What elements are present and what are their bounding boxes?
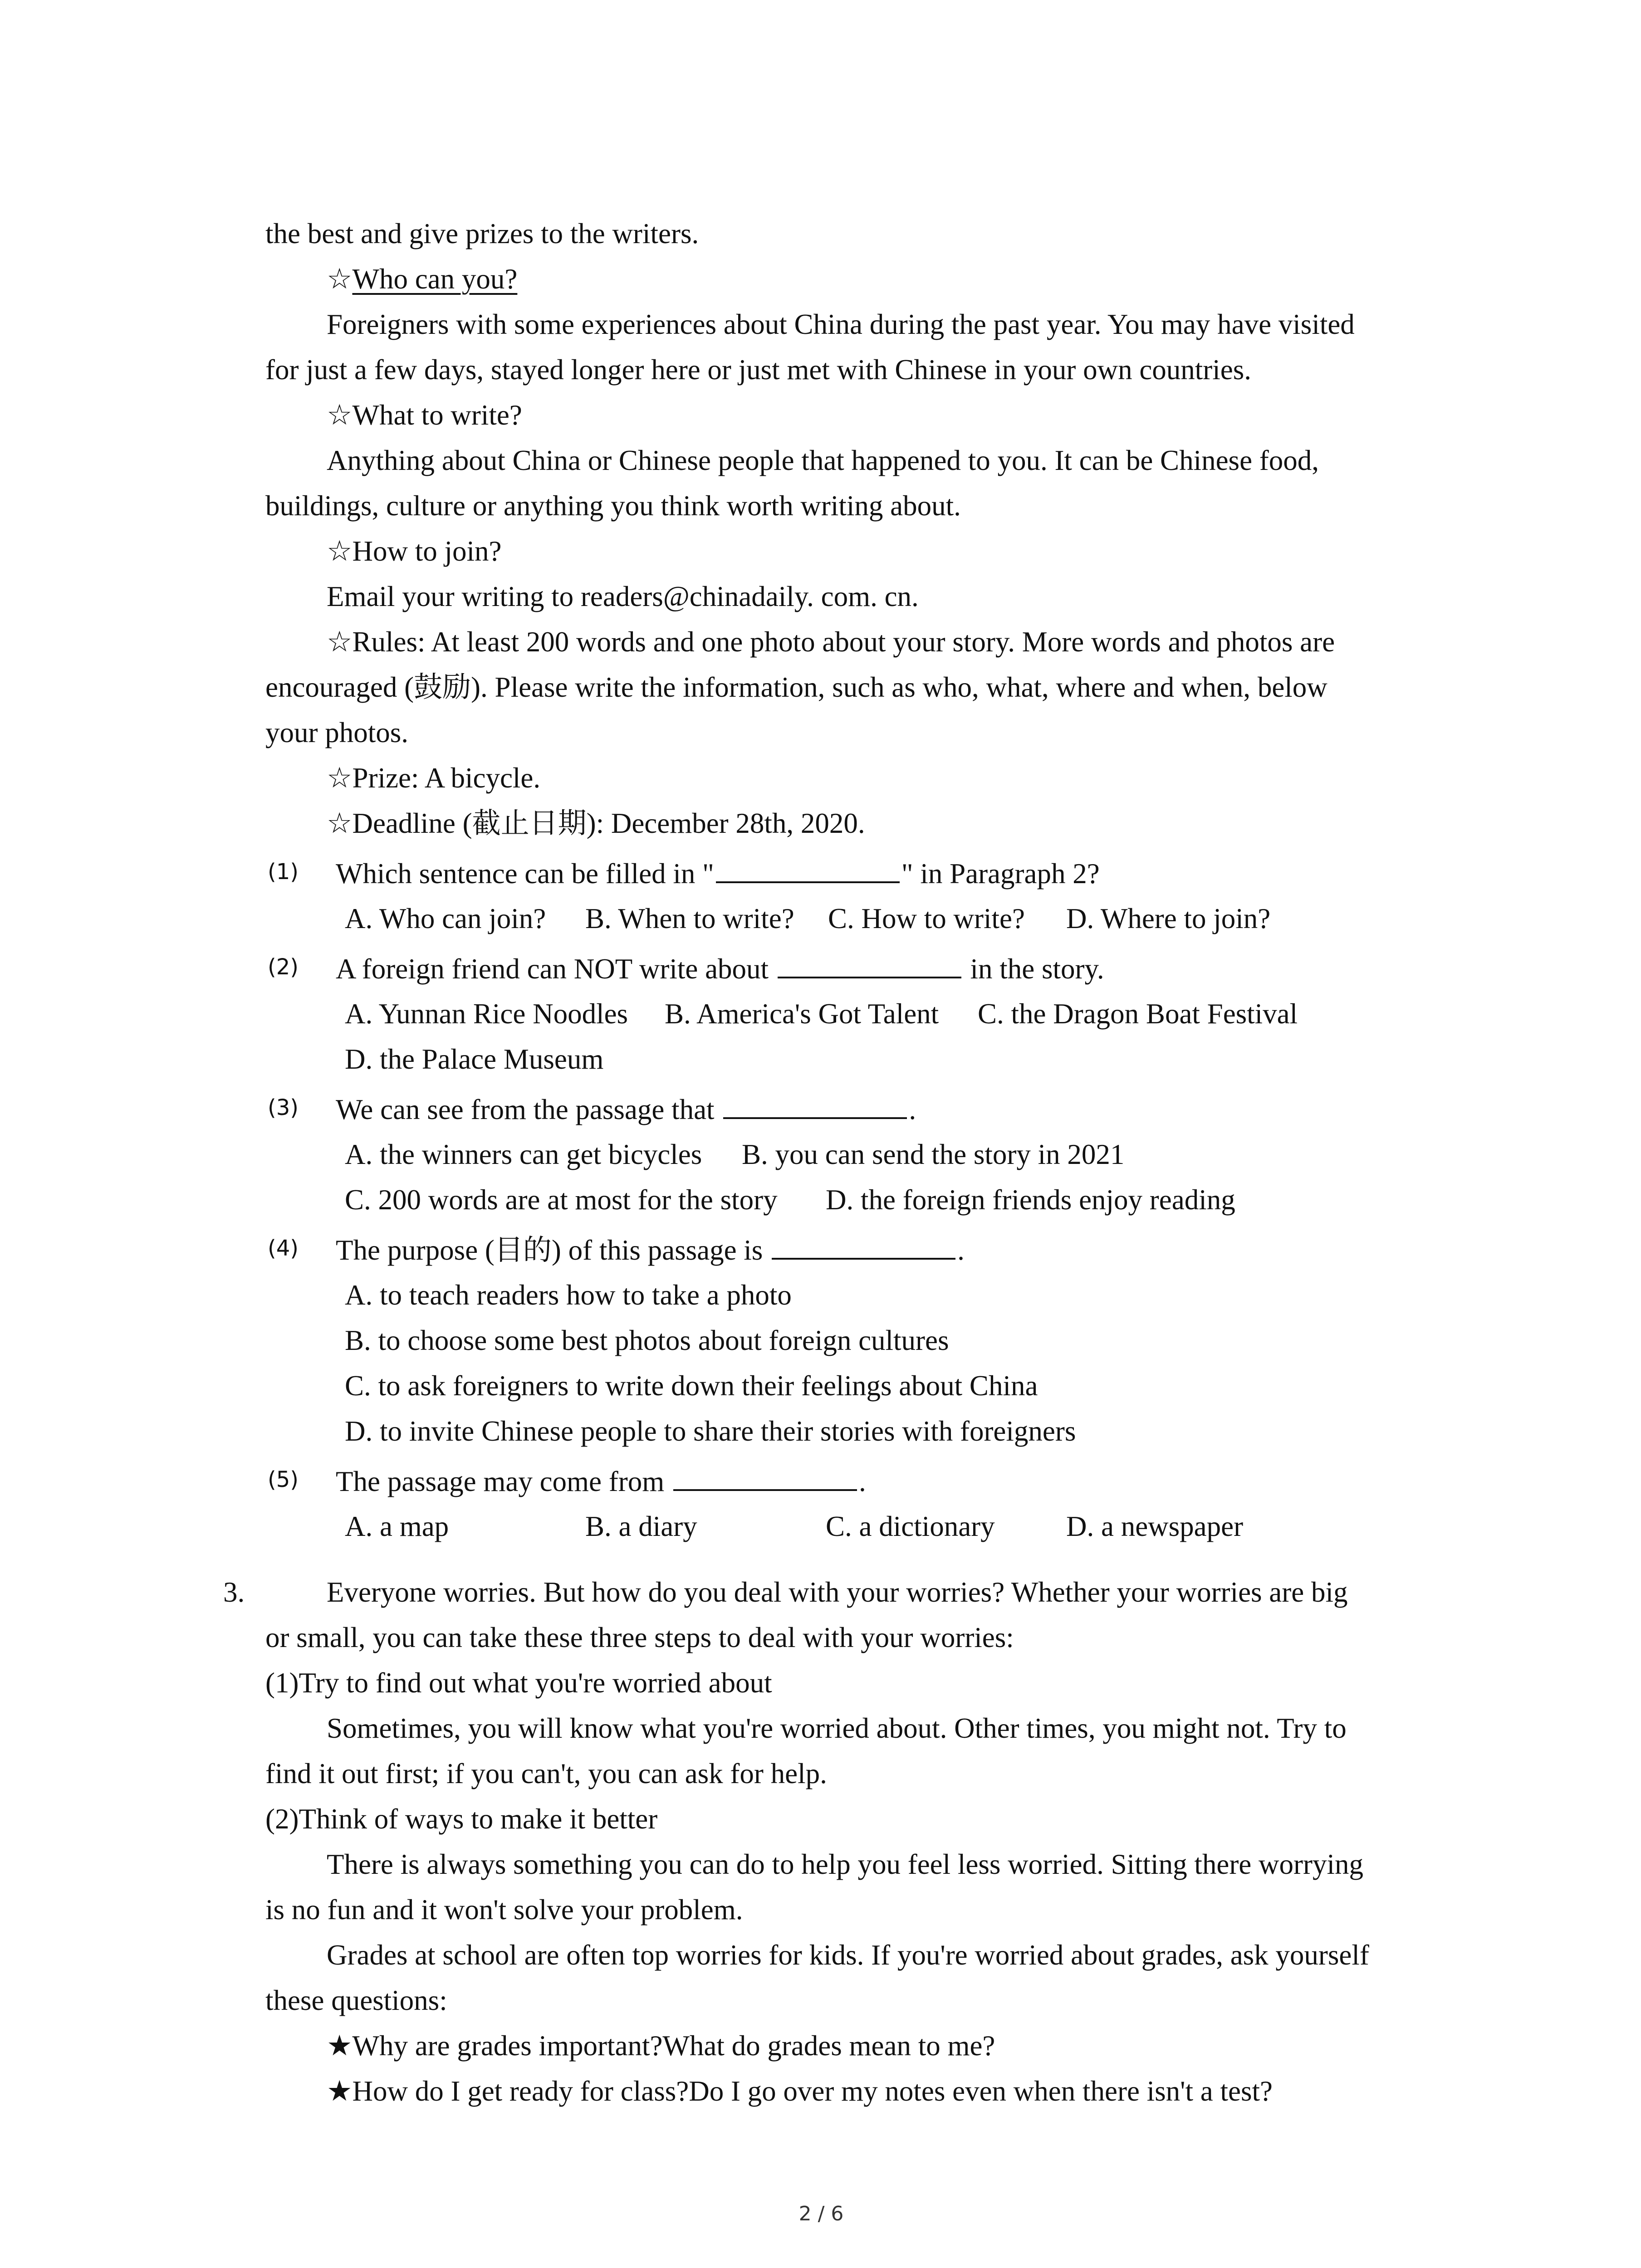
option-d[interactable]: D. a newspaper [1066, 1510, 1244, 1542]
passage-line: the best and give prizes to the writers. [265, 218, 699, 249]
answer-blank [778, 950, 961, 978]
option-b[interactable]: B. a diary [585, 1510, 697, 1542]
option-b[interactable]: B. you can send the story in 2021 [742, 1139, 1125, 1170]
passage-line: or small, you can take these three steps to deal with your worries: [265, 1622, 1014, 1653]
option-a[interactable]: A. the winners can get bicycles [345, 1139, 702, 1170]
option-a[interactable]: A. Yunnan Rice Noodles [345, 998, 628, 1030]
question-stem [336, 1232, 965, 1268]
question-stem [336, 1463, 866, 1500]
passage-line: these questions: [265, 1984, 447, 2016]
passage-line: ☆How to join? [327, 535, 502, 567]
passage-line: Everyone worries. But how do you deal with your worries? Whether your worries are big [327, 1576, 1348, 1608]
option-b[interactable]: B. to choose some best photos about foreign cultures [345, 1325, 949, 1356]
page-number: 2 / 6 [798, 2202, 844, 2225]
passage-line: ☆Rules: At least 200 words and one photo about your story. More words and photos are [327, 626, 1335, 658]
passage-line: ☆Deadline (截止日期): December 28th, 2020. [327, 807, 865, 839]
option-c[interactable]: C. 200 words are at most for the story [345, 1184, 778, 1216]
stem-text: Which sentence can be filled in " [336, 858, 714, 890]
stem-text: The passage may come from [336, 1466, 665, 1497]
option-line [345, 996, 1298, 1032]
option-c[interactable]: C. How to write? [828, 903, 1025, 934]
bullet-question: ★Why are grades important?What do grades mean to me? [327, 2030, 995, 2062]
option-b[interactable]: B. America's Got Talent [665, 998, 939, 1030]
passage-line: for just a few days, stayed longer here or just met with Chinese in your own countries. [265, 354, 1252, 386]
passage-line: Grades at school are often top worries for kids. If you're worried about grades, ask yourself [327, 1939, 1369, 1971]
stem-text: A foreign friend can NOT write about [336, 953, 769, 985]
stem-text: . [957, 1234, 965, 1266]
passage-subheading: (2)Think of ways to make it better [265, 1803, 658, 1835]
passage-line: There is always something you can do to help you feel less worried. Sitting there worrying [327, 1848, 1363, 1880]
option-d[interactable]: D. to invite Chinese people to share their stories with foreigners [345, 1415, 1076, 1447]
option-a[interactable]: A. to teach readers how to take a photo [345, 1279, 792, 1311]
option-line [345, 1041, 603, 1077]
section-heading [327, 261, 517, 297]
option-c[interactable]: C. to ask foreigners to write down their feelings about China [345, 1370, 1038, 1402]
stem-text: in the story. [970, 953, 1104, 985]
stem-text: " in Paragraph 2? [901, 858, 1100, 890]
option-b[interactable]: B. When to write? [585, 903, 794, 934]
option-line [345, 900, 1270, 937]
option-line [345, 1182, 1235, 1218]
passage-subheading: (1)Try to find out what you're worried about [265, 1667, 772, 1699]
stem-text: We can see from the passage that [336, 1094, 715, 1125]
question-number: (3) [268, 1095, 299, 1120]
star-icon: ☆ [327, 263, 353, 295]
option-d[interactable]: D. the Palace Museum [345, 1043, 604, 1075]
option-line [345, 1508, 1243, 1545]
option-line [345, 1368, 1038, 1404]
passage-line: Anything about China or Chinese people that happened to you. It can be Chinese food, [327, 445, 1319, 476]
option-line [345, 1322, 949, 1359]
stem-text: . [858, 1466, 866, 1497]
question-number: (2) [268, 954, 299, 980]
stem-text: . [909, 1094, 916, 1125]
passage-line: encouraged (鼓励). Please write the information, such as who, what, where and when, below [265, 671, 1327, 703]
heading-who-can: Who can you? [352, 263, 518, 295]
option-a[interactable]: A. a map [345, 1510, 449, 1542]
passage-line: ☆Prize: A bicycle. [327, 762, 541, 794]
passage-line: buildings, culture or anything you think worth writing about. [265, 490, 961, 522]
passage-line: is no fun and it won't solve your problem. [265, 1894, 743, 1926]
option-c[interactable]: C. the Dragon Boat Festival [978, 998, 1298, 1030]
stem-text: The purpose (目的) of this passage is [336, 1234, 763, 1266]
passage-line: ☆What to write? [327, 399, 522, 431]
option-line [345, 1413, 1076, 1449]
answer-blank [772, 1232, 955, 1260]
passage-line: Email your writing to readers@chinadaily. com. cn. [327, 581, 919, 612]
answer-blank [673, 1463, 857, 1491]
answer-blank [723, 1091, 907, 1119]
option-line [345, 1136, 1124, 1173]
option-c[interactable]: C. a dictionary [826, 1510, 995, 1542]
question-stem [336, 950, 1104, 987]
passage-line: find it out first; if you can't, you can ask for help. [265, 1758, 827, 1789]
question-stem [336, 855, 1100, 892]
question-stem [336, 1091, 916, 1128]
question-number: (5) [268, 1467, 299, 1492]
bullet-question: ★How do I get ready for class?Do I go over my notes even when there isn't a test? [327, 2075, 1273, 2107]
option-line [345, 1277, 792, 1313]
question-number: (4) [268, 1236, 299, 1261]
answer-blank [716, 855, 900, 883]
option-d[interactable]: D. the foreign friends enjoy reading [826, 1184, 1235, 1216]
passage-line: Sometimes, you will know what you're worried about. Other times, you might not. Try to [327, 1712, 1347, 1744]
passage-line: Foreigners with some experiences about China during the past year. You may have visited [327, 308, 1355, 340]
option-a[interactable]: A. Who can join? [345, 903, 546, 934]
question-number: (1) [268, 859, 299, 885]
passage-line: your photos. [265, 717, 408, 748]
option-d[interactable]: D. Where to join? [1066, 903, 1271, 934]
passage-number: 3. [223, 1576, 245, 1608]
